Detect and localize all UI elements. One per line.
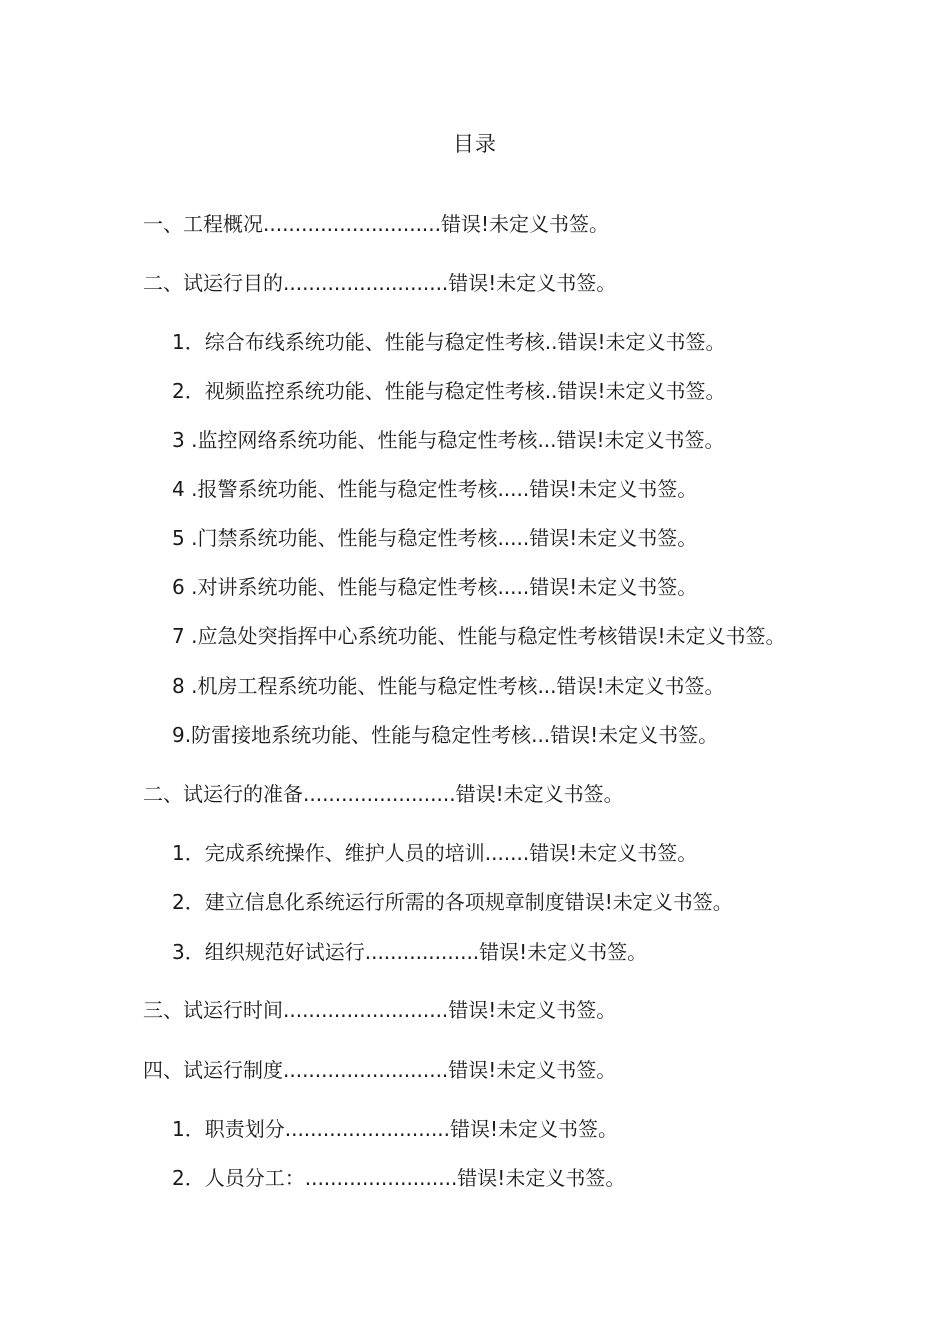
toc-entry[interactable]: 2．视频监控系统功能、性能与稳定性考核..错误!未定义书签。	[172, 379, 726, 403]
toc-entry[interactable]: 2．人员分工：........................错误!未定义书签。	[172, 1166, 626, 1190]
toc-entry[interactable]: 3 .监控网络系统功能、性能与稳定性考核...错误!未定义书签。	[172, 428, 725, 452]
toc-entry[interactable]: 5 .门禁系统功能、性能与稳定性考核.....错误!未定义书签。	[172, 526, 698, 550]
toc-entry[interactable]: 8 .机房工程系统功能、性能与稳定性考核...错误!未定义书签。	[172, 674, 725, 698]
toc-entry[interactable]: 三、试运行时间..........................错误!未定义书签。	[143, 998, 617, 1022]
toc-entry[interactable]: 6 .对讲系统功能、性能与稳定性考核.....错误!未定义书签。	[172, 575, 698, 599]
toc-entry[interactable]: 9.防雷接地系统功能、性能与稳定性考核...错误!未定义书签。	[172, 723, 719, 747]
toc-entry[interactable]: 7 .应急处突指挥中心系统功能、性能与稳定性考核错误!未定义书签。	[172, 624, 786, 648]
toc-entry[interactable]: 4 .报警系统功能、性能与稳定性考核.....错误!未定义书签。	[172, 477, 698, 501]
toc-entry[interactable]: 1．职责划分..........................错误!未定义书签。	[172, 1117, 619, 1141]
toc-entry[interactable]: 1．综合布线系统功能、性能与稳定性考核..错误!未定义书签。	[172, 330, 726, 354]
toc-entry[interactable]: 四、试运行制度..........................错误!未定义书签。	[143, 1058, 617, 1082]
toc-entry[interactable]: 3．组织规范好试运行..................错误!未定义书签。	[172, 940, 648, 964]
toc-entry[interactable]: 1．完成系统操作、维护人员的培训.......错误!未定义书签。	[172, 841, 698, 865]
toc-entry[interactable]: 二、试运行的准备........................错误!未定义书签。	[143, 782, 624, 806]
toc-entry[interactable]: 二、试运行目的..........................错误!未定义书签。	[143, 271, 617, 295]
toc-entry[interactable]: 一、工程概况............................错误!未定义书签。	[143, 212, 610, 236]
toc-title: 目录	[453, 132, 497, 156]
toc-entry[interactable]: 2．建立信息化系统运行所需的各项规章制度错误!未定义书签。	[172, 890, 733, 914]
